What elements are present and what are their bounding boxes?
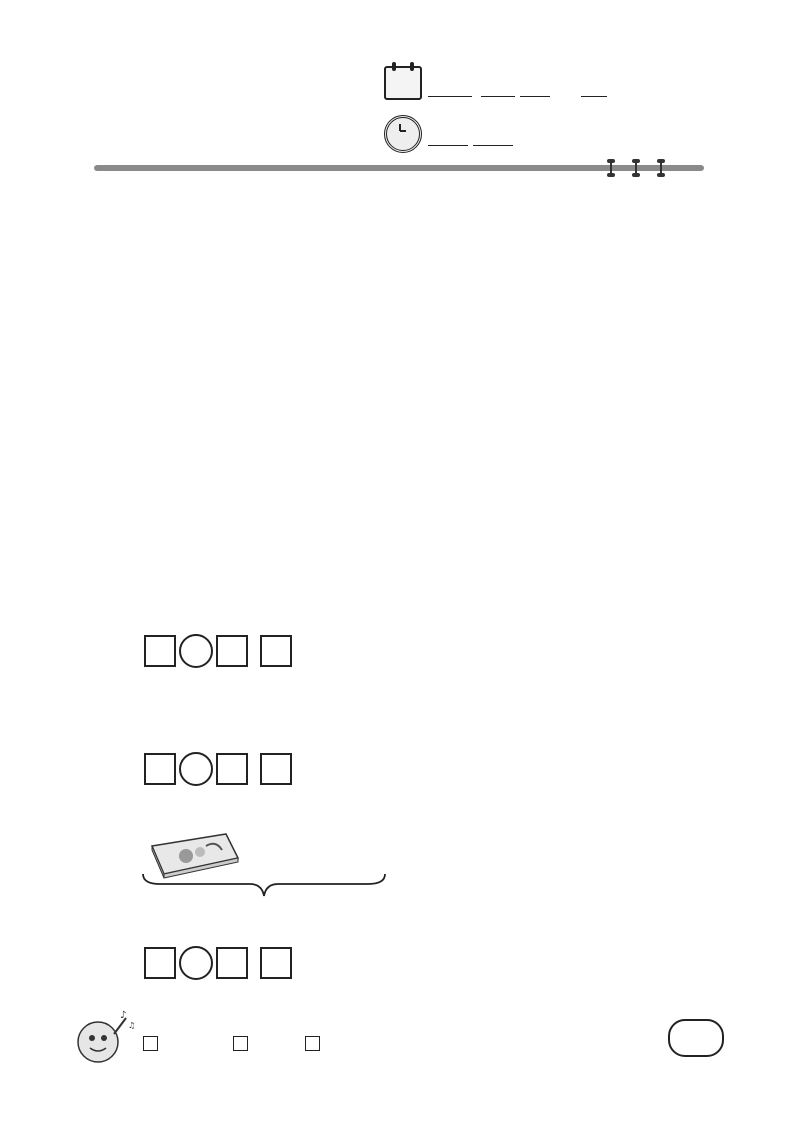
svg-text:♪: ♪ — [120, 1010, 127, 1021]
answer-box[interactable] — [216, 753, 248, 785]
answer-equation-2 — [144, 752, 292, 786]
operator-circle[interactable] — [179, 946, 213, 980]
page-number — [668, 1019, 724, 1057]
date-line — [428, 78, 607, 97]
total-brace — [140, 872, 388, 900]
clock-icon — [384, 115, 422, 153]
svg-text:♫: ♫ — [128, 1021, 136, 1030]
time-line — [428, 127, 513, 146]
header-divider — [94, 165, 704, 171]
answer-equation-3 — [144, 946, 296, 980]
rating-option-great[interactable] — [143, 1035, 161, 1055]
answer-box[interactable] — [260, 753, 292, 785]
rating-option-good[interactable] — [233, 1035, 251, 1055]
checkbox-icon[interactable] — [305, 1036, 320, 1051]
answer-box[interactable] — [216, 635, 248, 667]
checkbox-icon[interactable] — [233, 1036, 248, 1051]
mascot-icon — [70, 1004, 136, 1070]
operator-circle[interactable] — [179, 752, 213, 786]
operator-circle[interactable] — [179, 634, 213, 668]
answer-box[interactable] — [144, 947, 176, 979]
answer-box[interactable] — [144, 753, 176, 785]
calendar-icon — [384, 66, 422, 100]
answer-box[interactable] — [144, 635, 176, 667]
checkbox-icon[interactable] — [143, 1036, 158, 1051]
rating-option-keep-going[interactable] — [305, 1035, 323, 1055]
answer-box[interactable] — [216, 947, 248, 979]
answer-box[interactable] — [260, 635, 292, 667]
answer-equation-1 — [144, 634, 292, 668]
answer-box[interactable] — [260, 947, 292, 979]
